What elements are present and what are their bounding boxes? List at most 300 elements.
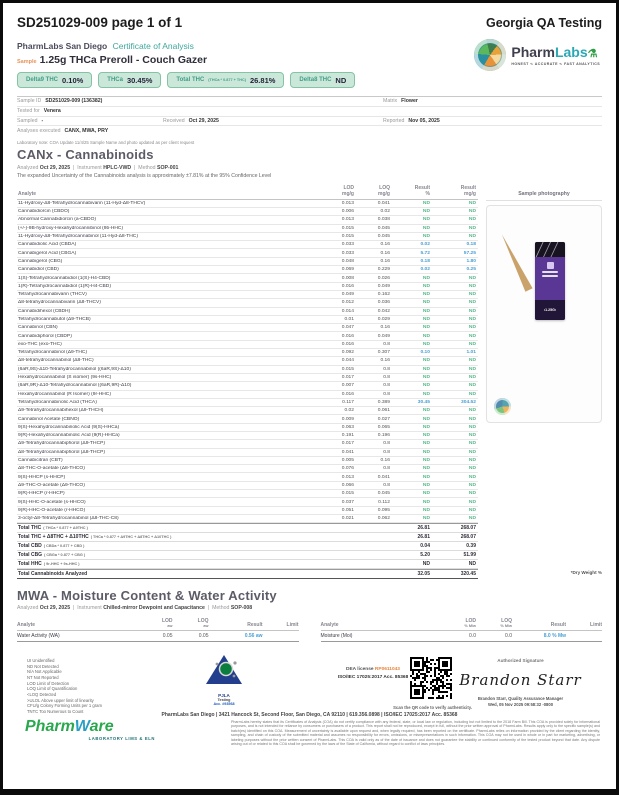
table-row: [17, 200, 478, 208]
lod-value: 0.044: [341, 358, 354, 364]
lod-value: 0.033: [341, 242, 354, 248]
table-row: [17, 299, 478, 307]
qr-caption: Scan the QR code to verify authenticity.: [393, 705, 472, 710]
loq-value: 0.8: [383, 383, 390, 389]
total-row: [17, 560, 478, 569]
result-pct: 0.02: [420, 242, 430, 248]
result-mg: ND: [468, 275, 476, 281]
table-row: [17, 507, 478, 515]
authorized-signature-label: Authorized Signature: [497, 658, 544, 663]
lod-value: 0.048: [341, 258, 354, 264]
result-mg: ND: [468, 217, 476, 223]
lod-value: 0.049: [341, 292, 354, 298]
analyte-name: Cannabidiorcin (CBDO): [18, 209, 70, 215]
result-mg: ND: [468, 458, 476, 464]
sample-photo-column: [486, 183, 602, 579]
result-mg: ND: [468, 316, 476, 322]
total-row: [17, 533, 478, 542]
analyte-name: Δ8-Tetrahydrocannabiphorol (Δ8-THCP): [18, 449, 105, 455]
result-mg: ND: [468, 308, 476, 314]
loq-value: 0.041: [377, 474, 390, 480]
table-row: [17, 225, 478, 233]
result-mg: 0.25: [466, 267, 476, 273]
result-mg: ND: [468, 341, 476, 347]
total-pct: 5.20: [420, 551, 430, 558]
legend-line: <LOQ Detected: [27, 692, 57, 698]
legend-line: UI Unidentified: [27, 658, 55, 663]
analyte-name: Δ8-tetrahydrocannabinol (Δ8-THC): [18, 358, 94, 364]
mwa-col-header: LOQ % M/w: [500, 617, 512, 628]
result-pct: 30.45: [417, 399, 430, 405]
mwa-section: [17, 588, 602, 643]
legend: [27, 658, 102, 715]
table-row: [17, 482, 478, 490]
signature-script: Brandon Starr: [459, 671, 582, 689]
result-pct: ND: [422, 225, 430, 231]
pjla-name: PJLA: [218, 693, 230, 698]
analyte-name: 3-octyl-Δ8-Tetrahydrocannabinol (Δ8-THC-C8): [18, 516, 119, 522]
lod-value: 0.066: [341, 482, 354, 488]
result-pct: ND: [422, 516, 430, 522]
result-pct: ND: [422, 209, 430, 215]
cannabinoids-rows: [17, 200, 478, 579]
laboratory-note: Laboratory note: COA Update 11/4/25 Sample Name and photo updated as per client request: [17, 140, 195, 146]
mwa-col-header: Result: [247, 622, 263, 629]
loq-value: 0.389: [377, 399, 390, 405]
mwa-analyzed-label: Analyzed: [17, 605, 39, 612]
loq-value: 0.042: [377, 308, 390, 314]
lab-watermark-icon: [494, 398, 511, 415]
pjla-accreditation-number: Acc. #93568: [213, 702, 235, 707]
result-pct: ND: [422, 375, 430, 381]
badge: [290, 72, 355, 88]
lod-value: 0.015: [341, 366, 354, 372]
table-row: [17, 316, 478, 324]
lod-value: 0.069: [341, 267, 354, 273]
logo-pharm-text: Pharm: [511, 43, 555, 60]
result-mg: ND: [468, 499, 476, 505]
legend-line: ND Not Detected: [27, 663, 59, 669]
col-lod: LOD mg/g: [342, 184, 354, 197]
analyte-name: Tetrahydrocannabutol (Δ9-THCB): [18, 316, 91, 322]
info-row-tested-for: [17, 107, 602, 117]
total-mg: ND: [468, 560, 476, 567]
loq-value: 0.196: [377, 433, 390, 439]
loq-value: 0.02: [380, 209, 390, 215]
sample-id-label: Sample ID: [17, 98, 42, 105]
mwa-table-header: [321, 614, 603, 631]
mwa-method-label: Method: [212, 605, 230, 612]
loq-value: 0.8: [383, 441, 390, 447]
analyses-value: CANX, MWA, PRY: [64, 127, 109, 134]
loq-value: 0.16: [380, 325, 390, 331]
signatory-name-title: Brandon Starr, Quality Assurance Manager Wed, 05 Nov 2025 09:58:32 -0800: [443, 696, 598, 708]
analyzed-date: Oct 29, 2025: [39, 164, 71, 171]
value: 0.05: [198, 633, 209, 640]
legal-disclaimer: PharmLabs hereby states that its Certificates of Analysis (COA) do not certify compliance with any federal, state, or local law or regulation, including but not limited to the 2018 Farm Bill. This COA is provided solely for informational purposes, and is not intended for reliance by consumers or purchasers of a product. This report shall not be reproduced, except in full, without the prior written approval of PharmLabs. Results apply only to the specific sample(s) and batch(es) identified on this COA. Measurement of uncertainty is available upon request and, when legally required, has been reported on the certificate. PharmLabs relies on information provided by the client regarding the identity, sampling, and chain of custody of the submitted material and assumes no responsibility for errors, omissions, or misrepresentations in such information. This COA may not be used in whole or in part for marketing, advertising, or labeling purposes without the prior written consent of PharmLabs. This COA is valid only as of the date of issuance and does not guarantee the stability or continued conformity of the tested product beyond that date. Any dispute arising out of or related to this COA shall be governed by the laws of the State of California, without regard to conflict of laws principles.: [231, 720, 600, 747]
table-row: [17, 308, 478, 316]
instrument-label: Instrument: [77, 164, 102, 171]
pharmware-tagline: LABORATORY LIMS & ELN: [88, 736, 155, 741]
tested-for-value: Venera: [43, 108, 61, 115]
table-row: [17, 249, 478, 257]
loq-value: 0.062: [377, 516, 390, 522]
pharmware-wordmark: PharmWare: [25, 718, 114, 735]
total-name: Total HHC ( 9r-HHC + 9s-HHC ): [18, 560, 80, 567]
result-mg: ND: [468, 375, 476, 381]
analyses-label: Analyses executed: [17, 127, 61, 134]
analyte-name: 9(R)-HHC-O-acetate (r-HHCO): [18, 507, 86, 513]
lod-value: 0.016: [341, 333, 354, 339]
lod-value: 0.009: [341, 416, 354, 422]
pharmlabs-wordmark: [511, 45, 600, 60]
loq-value: 0.029: [377, 316, 390, 322]
badge-label: Total THC: [176, 77, 205, 83]
total-row: [17, 523, 478, 533]
analyte-name: Moisture (Moi): [320, 633, 353, 640]
result-pct: ND: [422, 499, 430, 505]
result-mg: 304.52: [461, 399, 476, 405]
lod-value: 0.041: [341, 449, 354, 455]
preroll-cone-image: [498, 232, 532, 291]
result-pct: ND: [422, 449, 430, 455]
analyte-name: Cannabidiolic Acid (CBDA): [18, 242, 77, 248]
total-pct: ND: [422, 560, 430, 567]
loq-value: 0.041: [377, 200, 390, 206]
lod-value: 0.021: [341, 516, 354, 522]
lod-value: 0.005: [341, 458, 354, 464]
total-name: Total THC ( THCa * 0.877 + Δ9THC ): [18, 525, 88, 532]
loq-value: 0.16: [380, 258, 390, 264]
pharmware-logo: [25, 719, 155, 741]
result-mg: 1.01: [466, 350, 476, 356]
received-label: Received: [163, 117, 185, 124]
table-row: [17, 465, 478, 473]
mwa-section-title: MWA - Moisture Content & Water Activity: [17, 587, 277, 603]
result-mg: ND: [468, 300, 476, 306]
lod-value: 0.013: [341, 200, 354, 206]
analyte-name: Cannabidihexol (CBDH): [18, 308, 71, 314]
lod-value: 0.014: [341, 308, 354, 314]
lod-value: 0.051: [341, 507, 354, 513]
signature-block: [443, 658, 598, 708]
lod-value: 0.016: [341, 341, 354, 347]
info-row-analyses: [17, 126, 602, 135]
loq-value: 0.8: [383, 449, 390, 455]
analyte-name: Cannabidiol (CBD): [18, 267, 59, 273]
table-row: [17, 291, 478, 299]
info-row-dates: [17, 117, 602, 127]
legend-line: >ULOL Above upper limit of linearity: [27, 697, 94, 703]
matrix-value: Flower: [401, 98, 418, 105]
col-result-mg: Result mg/g: [460, 184, 476, 197]
result-pct: ND: [422, 217, 430, 223]
col-result-pct: Result %: [414, 184, 430, 197]
total-pct: 26.81: [417, 534, 430, 541]
lod-value: 0.015: [341, 225, 354, 231]
analyte-name: 9(S)-HHC-O-acetate (s-HHCO): [18, 499, 86, 505]
sample-photo: [486, 205, 602, 423]
lod-value: 0.006: [341, 209, 354, 215]
badge: [17, 72, 92, 88]
pjla-sub: Testing: [217, 698, 231, 703]
table-row: [17, 399, 478, 407]
loq-value: 0.065: [377, 424, 390, 430]
col-loq: LOQ mg/g: [378, 184, 390, 197]
mwa-col-header: Result: [550, 622, 566, 629]
analyte-name: Abnormal Cannabidiorcin (a-CBDO): [18, 217, 97, 223]
matrix-label: Matrix: [383, 98, 398, 105]
badge-label: Delta9 THC: [26, 77, 59, 83]
reported-value: Nov 05, 2025: [408, 117, 440, 124]
result-mg: ND: [468, 383, 476, 389]
result-mg: ND: [468, 325, 476, 331]
table-row: [17, 341, 478, 349]
table-row: [17, 515, 478, 523]
uncertainty-note: The expanded Uncertainty of the Cannabinoids analysis is approximately ±7.81% at the 95% Confidence Level: [17, 172, 272, 179]
method-label: Method: [138, 164, 156, 171]
document-id: SD251029-009 page 1 of 1: [17, 15, 183, 30]
mwa-table-header: [17, 614, 299, 631]
result-value: 0.56 aw: [244, 633, 263, 640]
badge-label: THCa: [107, 77, 123, 83]
sample-info-table: [17, 96, 602, 135]
result-mg: ND: [468, 466, 476, 472]
lod-value: 0.007: [341, 383, 354, 389]
analyte-name: Δ9-THC-O-acetate (Δ9-THCO): [18, 482, 85, 488]
analyzed-label: Analyzed: [17, 164, 39, 171]
analyte-name: (6aR,9R)-Δ10-Tetrahydrocannabinol ((6aR,9R)-Δ10): [18, 383, 132, 389]
mwa-analyzed-date: Oct 29, 2025: [39, 605, 71, 612]
lod-value: 0.076: [341, 466, 354, 472]
table-row: [17, 208, 478, 216]
result-pct: ND: [422, 200, 430, 206]
lod-value: 0.047: [341, 325, 354, 331]
sampled-label: Sampled: [17, 117, 38, 124]
result-mg: ND: [468, 491, 476, 497]
cannabinoids-table: [17, 183, 478, 579]
analyte-name: Cannabigerol Acid (CBGA): [18, 250, 77, 256]
iso-accreditation: ISO/IEC 17025:2017 Acc. 85368: [337, 675, 409, 681]
loq-value: 0.16: [380, 250, 390, 256]
result-pct: 5.72: [420, 250, 430, 256]
loq-value: 0.229: [377, 267, 390, 273]
result-pct: ND: [422, 325, 430, 331]
dea-license-number: RP0611043: [374, 667, 400, 672]
loq-value: 0.045: [377, 491, 390, 497]
analyte-name: Hexahydrocannabinol (S isomer) (9s-HHC): [18, 375, 112, 381]
total-row: [17, 542, 478, 551]
analyte-name: Tetrahydrocannabinolic Acid (THCA): [18, 399, 97, 405]
table-row: [17, 498, 478, 506]
badge-value: 30.45%: [126, 75, 153, 85]
result-mg: ND: [468, 441, 476, 447]
analyte-name: 9(R)-Hexahydrocannabinolic Acid (9(R)-HHCa): [18, 433, 120, 439]
lod-value: 0.063: [341, 424, 354, 430]
analyte-name: 9(S)-Hexahydrocannabinolic Acid (9(S)-HHCa): [18, 424, 120, 430]
analyte-name: Δ8-tetrahydrocannabivarin (Δ8-THCV): [18, 300, 101, 306]
result-pct: ND: [422, 283, 430, 289]
result-mg: ND: [468, 209, 476, 215]
table-row: [17, 241, 478, 249]
instrument-value: HPLC-VWD: [103, 164, 132, 171]
total-row: [17, 551, 478, 560]
pack-weight-label: •1.25G•: [543, 307, 557, 312]
result-pct: ND: [422, 391, 430, 397]
water-activity-table: [17, 614, 299, 642]
table-row: [17, 415, 478, 423]
result-pct: 0.02: [420, 267, 430, 273]
analyte-name: Hexahydrocannabinol (R Isomer) (9r-HHC): [18, 391, 111, 397]
mwa-col-header: Limit: [286, 622, 299, 629]
result-pct: ND: [422, 366, 430, 372]
mwa-analysis-meta: Analyzed Oct 29, 2025 | Instrument Chilled-mirror Dewpoint and Capacitance | Method SOP-008: [17, 605, 253, 612]
loq-value: 0.036: [377, 300, 390, 306]
table-row: [17, 283, 478, 291]
result-pct: ND: [422, 507, 430, 513]
loq-value: 0.8: [383, 391, 390, 397]
mwa-instrument-label: Instrument: [77, 605, 102, 612]
lod-value: 0.013: [341, 474, 354, 480]
table-row: [17, 440, 478, 448]
result-pct: ND: [422, 441, 430, 447]
analyte-name: Cannabidiphorol (CBDP): [18, 333, 72, 339]
analyte-name: Cannabicitran (CBT): [18, 458, 63, 464]
result-pct: ND: [422, 358, 430, 364]
dry-weight-note: *Dry Weight %: [570, 569, 602, 575]
table-row: [17, 366, 478, 374]
lod-value: 0.008: [341, 275, 354, 281]
table-row: [17, 324, 478, 332]
table-row: [17, 407, 478, 415]
result-pct: ND: [422, 341, 430, 347]
total-mg: 268.07: [460, 525, 476, 532]
loq-value: 0.038: [377, 217, 390, 223]
result-mg: ND: [468, 292, 476, 298]
result-mg: ND: [468, 449, 476, 455]
loq-value: 0.061: [377, 408, 390, 414]
result-pct: 0.10: [420, 350, 430, 356]
total-name: Total CBG ( CBGa * 0.877 + CBG ): [18, 551, 86, 558]
pharmlabs-emblem-icon: [474, 39, 506, 71]
loq-value: 0.8: [383, 341, 390, 347]
analyte-name: Δ9-Tetrahydrocannabiphorol (Δ9-THCP): [18, 441, 105, 447]
table-row: [17, 457, 478, 465]
total-row: [17, 569, 478, 579]
total-pct: 32.05: [417, 570, 430, 577]
lod-value: 0.01: [344, 316, 354, 322]
total-pct: 26.81: [417, 525, 430, 532]
sample-name: 1.25g THCa Preroll - Couch Gazer: [39, 54, 208, 66]
table-row: [17, 266, 478, 274]
analyte-name: 11-Hydroxy-Δ8-Tetrahydrocannabivarin (11-Hyd-Δ8-THCV): [18, 200, 146, 206]
result-mg: ND: [468, 482, 476, 488]
loq-value: 0.307: [377, 350, 390, 356]
result-pct: ND: [422, 234, 430, 240]
cannabinoids-analysis-meta: Analyzed Oct 29, 2025 | Instrument HPLC-VWD | Method SOP-001: [17, 164, 179, 171]
result-mg: ND: [468, 474, 476, 480]
result-pct: ND: [422, 308, 430, 314]
lab-name: PharmLabs San Diego: [17, 41, 108, 51]
table-row: [17, 233, 478, 241]
logo-tagline: HONEST ∿ ACCURATE ∿ FAST ANALYTICS: [511, 61, 600, 66]
lod-value: 0.015: [341, 491, 354, 497]
result-mg: ND: [468, 433, 476, 439]
lod-value: 0.117: [342, 399, 354, 405]
total-mg: 0.39: [466, 542, 476, 549]
result-pct: ND: [422, 408, 430, 414]
loq-value: 0.16: [380, 458, 390, 464]
loq-value: 0.095: [377, 507, 390, 513]
result-mg: ND: [468, 200, 476, 206]
received-value: Oct 29, 2025: [188, 117, 219, 124]
result-pct: ND: [422, 474, 430, 480]
table-row: [17, 490, 478, 498]
table-row: [17, 382, 478, 390]
total-mg: 51.99: [463, 551, 476, 558]
result-pct: ND: [422, 333, 430, 339]
table-row: [17, 357, 478, 365]
pjla-logo-icon: [204, 654, 244, 688]
pharmlabs-logo: [474, 39, 600, 71]
result-mg: 0.18: [466, 242, 476, 248]
result-mg: ND: [468, 391, 476, 397]
total-name: Total THC + Δ8THC + Δ10THC ( THCa * 0.877 + Δ9THC + Δ8THC + Δ10THC ): [18, 534, 172, 541]
analyte-name: Cannabigerol (CBG): [18, 258, 63, 264]
analyte-name: Δ9-Tetrahydrocannabihexol (Δ9-THCH): [18, 408, 104, 414]
value: 0.05: [162, 633, 173, 640]
table-row: [321, 631, 603, 642]
col-analyte: Analyte: [18, 190, 37, 197]
badge: [98, 72, 161, 88]
loq-value: 0.8: [383, 482, 390, 488]
result-pct: ND: [422, 482, 430, 488]
loq-value: 0.049: [377, 283, 390, 289]
total-pct: 0.04: [420, 542, 430, 549]
loq-value: 0.045: [377, 225, 390, 231]
result-mg: ND: [468, 507, 476, 513]
legend-line: LOQ Limit of Quantification: [27, 686, 78, 692]
logo-labs-text: Labs: [554, 43, 588, 60]
loq-value: 0.8: [383, 466, 390, 472]
reported-label: Reported: [383, 117, 405, 124]
result-mg: ND: [468, 234, 476, 240]
lod-value: 0.02: [344, 408, 354, 414]
mwa-col-header: LOQ aw: [197, 617, 209, 628]
result-mg: ND: [468, 225, 476, 231]
mwa-col-header: Analyte: [320, 622, 339, 629]
total-name: Total CBD ( CBDa * 0.877 + CBD ): [18, 542, 85, 549]
result-mg: 1.80: [466, 258, 476, 264]
loq-value: 0.8: [383, 366, 390, 372]
value: 0.0: [505, 633, 512, 640]
analyte-name: 1(S)-Tetrahydrocannabidiol (1(S)-H4-CBD): [18, 275, 111, 281]
result-pct: ND: [422, 466, 430, 472]
result-mg: ND: [468, 424, 476, 430]
loq-value: 0.112: [378, 499, 390, 505]
result-pct: 0.18: [420, 258, 430, 264]
badge-value: ND: [335, 75, 347, 85]
badges-row: [17, 72, 602, 88]
table-row: [17, 332, 478, 340]
pharmlabs-logo-text: [511, 45, 600, 66]
preroll-package-image: [535, 242, 565, 320]
table-row: [17, 391, 478, 399]
analyte-name: 11-Hydroxy-Δ8-Tetrahydrocannabinol (11-Hyd-Δ8-THC): [18, 234, 138, 240]
loq-value: 0.16: [380, 358, 390, 364]
method-value: SOP-001: [157, 164, 179, 171]
photo-column-header: Sample photography: [486, 183, 602, 201]
